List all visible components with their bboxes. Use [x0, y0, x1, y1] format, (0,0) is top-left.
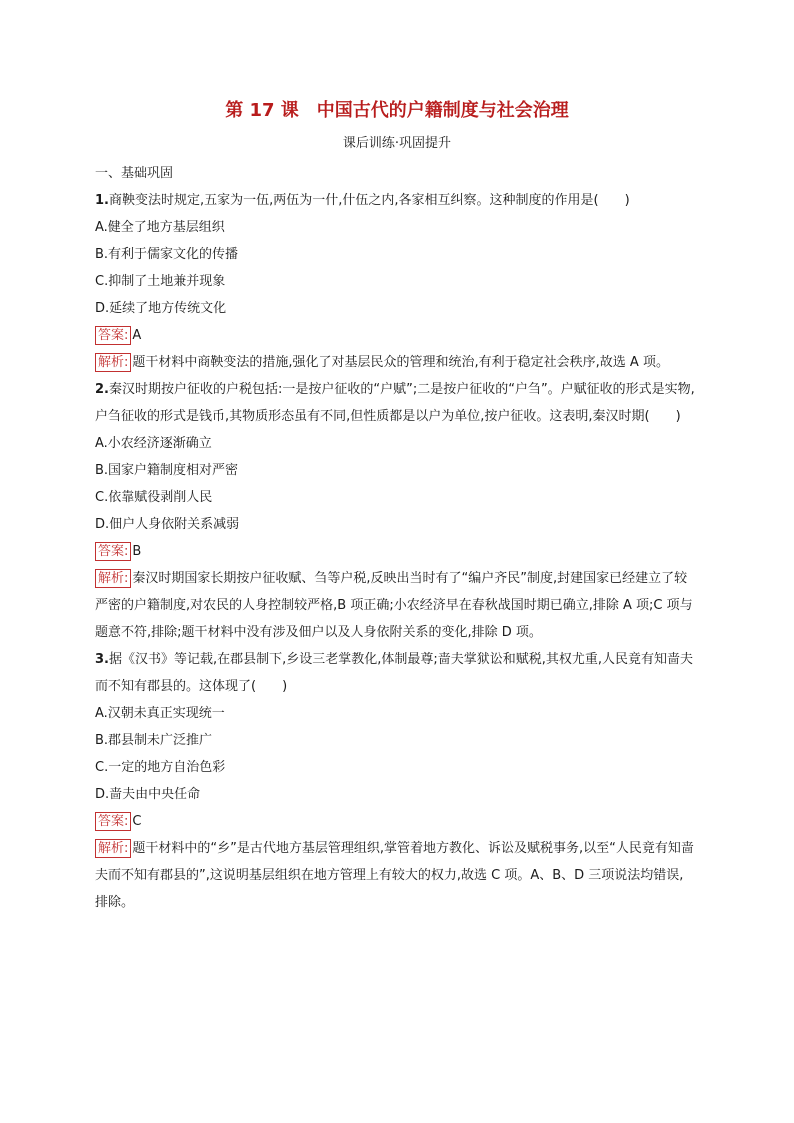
answer-label: 答案: — [95, 326, 131, 345]
analysis-line — [95, 565, 695, 646]
option-b: B.有利于儒家文化的传播 — [95, 247, 239, 262]
question-stem — [95, 646, 695, 700]
answer-value: B — [132, 544, 142, 559]
lesson-title: 第 17 课 中国古代的户籍制度与社会治理 — [225, 100, 569, 121]
analysis-label: 解析: — [95, 569, 131, 588]
option-b: B.郡县制未广泛推广 — [95, 733, 213, 748]
option-d: D.延续了地方传统文化 — [95, 301, 227, 316]
answer-line — [95, 808, 695, 835]
analysis-text: 题干材料中的“乡”是古代地方基层管理组织,掌管着地方教化、诉讼及赋税事务,以至“人民竟有知啬夫而不知有郡县的”,这说明基层组织在地方管理上有较大的权力,故选 C 项。A、B、D 三项说法均错误,排除。 — [95, 841, 694, 910]
subtitle: 课后训练·巩固提升 — [342, 136, 452, 151]
option-a: A.小农经济逐渐确立 — [95, 436, 212, 451]
question-3 — [95, 646, 695, 916]
question-text: 秦汉时期按户征收的户税包括:一是按户征收的“户赋”;二是按户征收的“户刍”。户赋征收的形式是实物,户刍征收的形式是钱币,其物质形态虽有不同,但性质都是以户为单位,按户征收。这表明,秦汉时期( ) — [95, 382, 695, 424]
option-c: C.抑制了土地兼并现象 — [95, 274, 226, 289]
answer-line — [95, 322, 695, 349]
content — [95, 160, 695, 916]
option-a: A.健全了地方基层组织 — [95, 220, 225, 235]
answer-label: 答案: — [95, 812, 131, 831]
analysis-label: 解析: — [95, 839, 131, 858]
analysis-line — [95, 835, 695, 916]
question-1 — [95, 187, 695, 376]
option-c: C.依靠赋役剥削人民 — [95, 490, 213, 505]
question-text: 据《汉书》等记载,在郡县制下,乡设三老掌教化,体制最尊;啬夫掌狱讼和赋税,其权尤重,人民竟有知啬夫而不知有郡县的。这体现了( ) — [95, 652, 694, 694]
analysis-text: 题干材料中商鞅变法的措施,强化了对基层民众的管理和统治,有利于稳定社会秩序,故选 A 项。 — [132, 355, 669, 370]
question-2 — [95, 376, 695, 646]
question-text: 商鞅变法时规定,五家为一伍,两伍为一什,什伍之内,各家相互纠察。这种制度的作用是( ) — [108, 193, 630, 208]
answer-label: 答案: — [95, 542, 131, 561]
question-number: 2. — [95, 382, 109, 397]
option-a: A.汉朝未真正实现统一 — [95, 706, 225, 721]
question-number: 1. — [95, 193, 109, 208]
question-stem — [95, 376, 695, 430]
answer-line — [95, 538, 695, 565]
answer-value: A — [132, 328, 142, 343]
analysis-text: 秦汉时期国家长期按户征收赋、刍等户税,反映出当时有了“编户齐民”制度,封建国家已经建立了较严密的户籍制度,对农民的人身控制较严格,B 项正确;小农经济早在春秋战国时期已确立,排除 A 项;C 项与题意不符,排除;题干材料中没有涉及佃户以及人身依附关系的变化,排除 D 项。 — [95, 571, 693, 640]
option-b: B.国家户籍制度相对严密 — [95, 463, 239, 478]
answer-value: C — [132, 814, 142, 829]
question-stem — [95, 187, 695, 214]
question-number: 3. — [95, 652, 109, 667]
section-title: 一、基础巩固 — [95, 166, 174, 181]
option-d: D.佃户人身依附关系减弱 — [95, 517, 240, 532]
analysis-label: 解析: — [95, 353, 131, 372]
option-c: C.一定的地方自治色彩 — [95, 760, 226, 775]
analysis-line — [95, 349, 695, 376]
option-d: D.啬夫由中央任命 — [95, 787, 201, 802]
